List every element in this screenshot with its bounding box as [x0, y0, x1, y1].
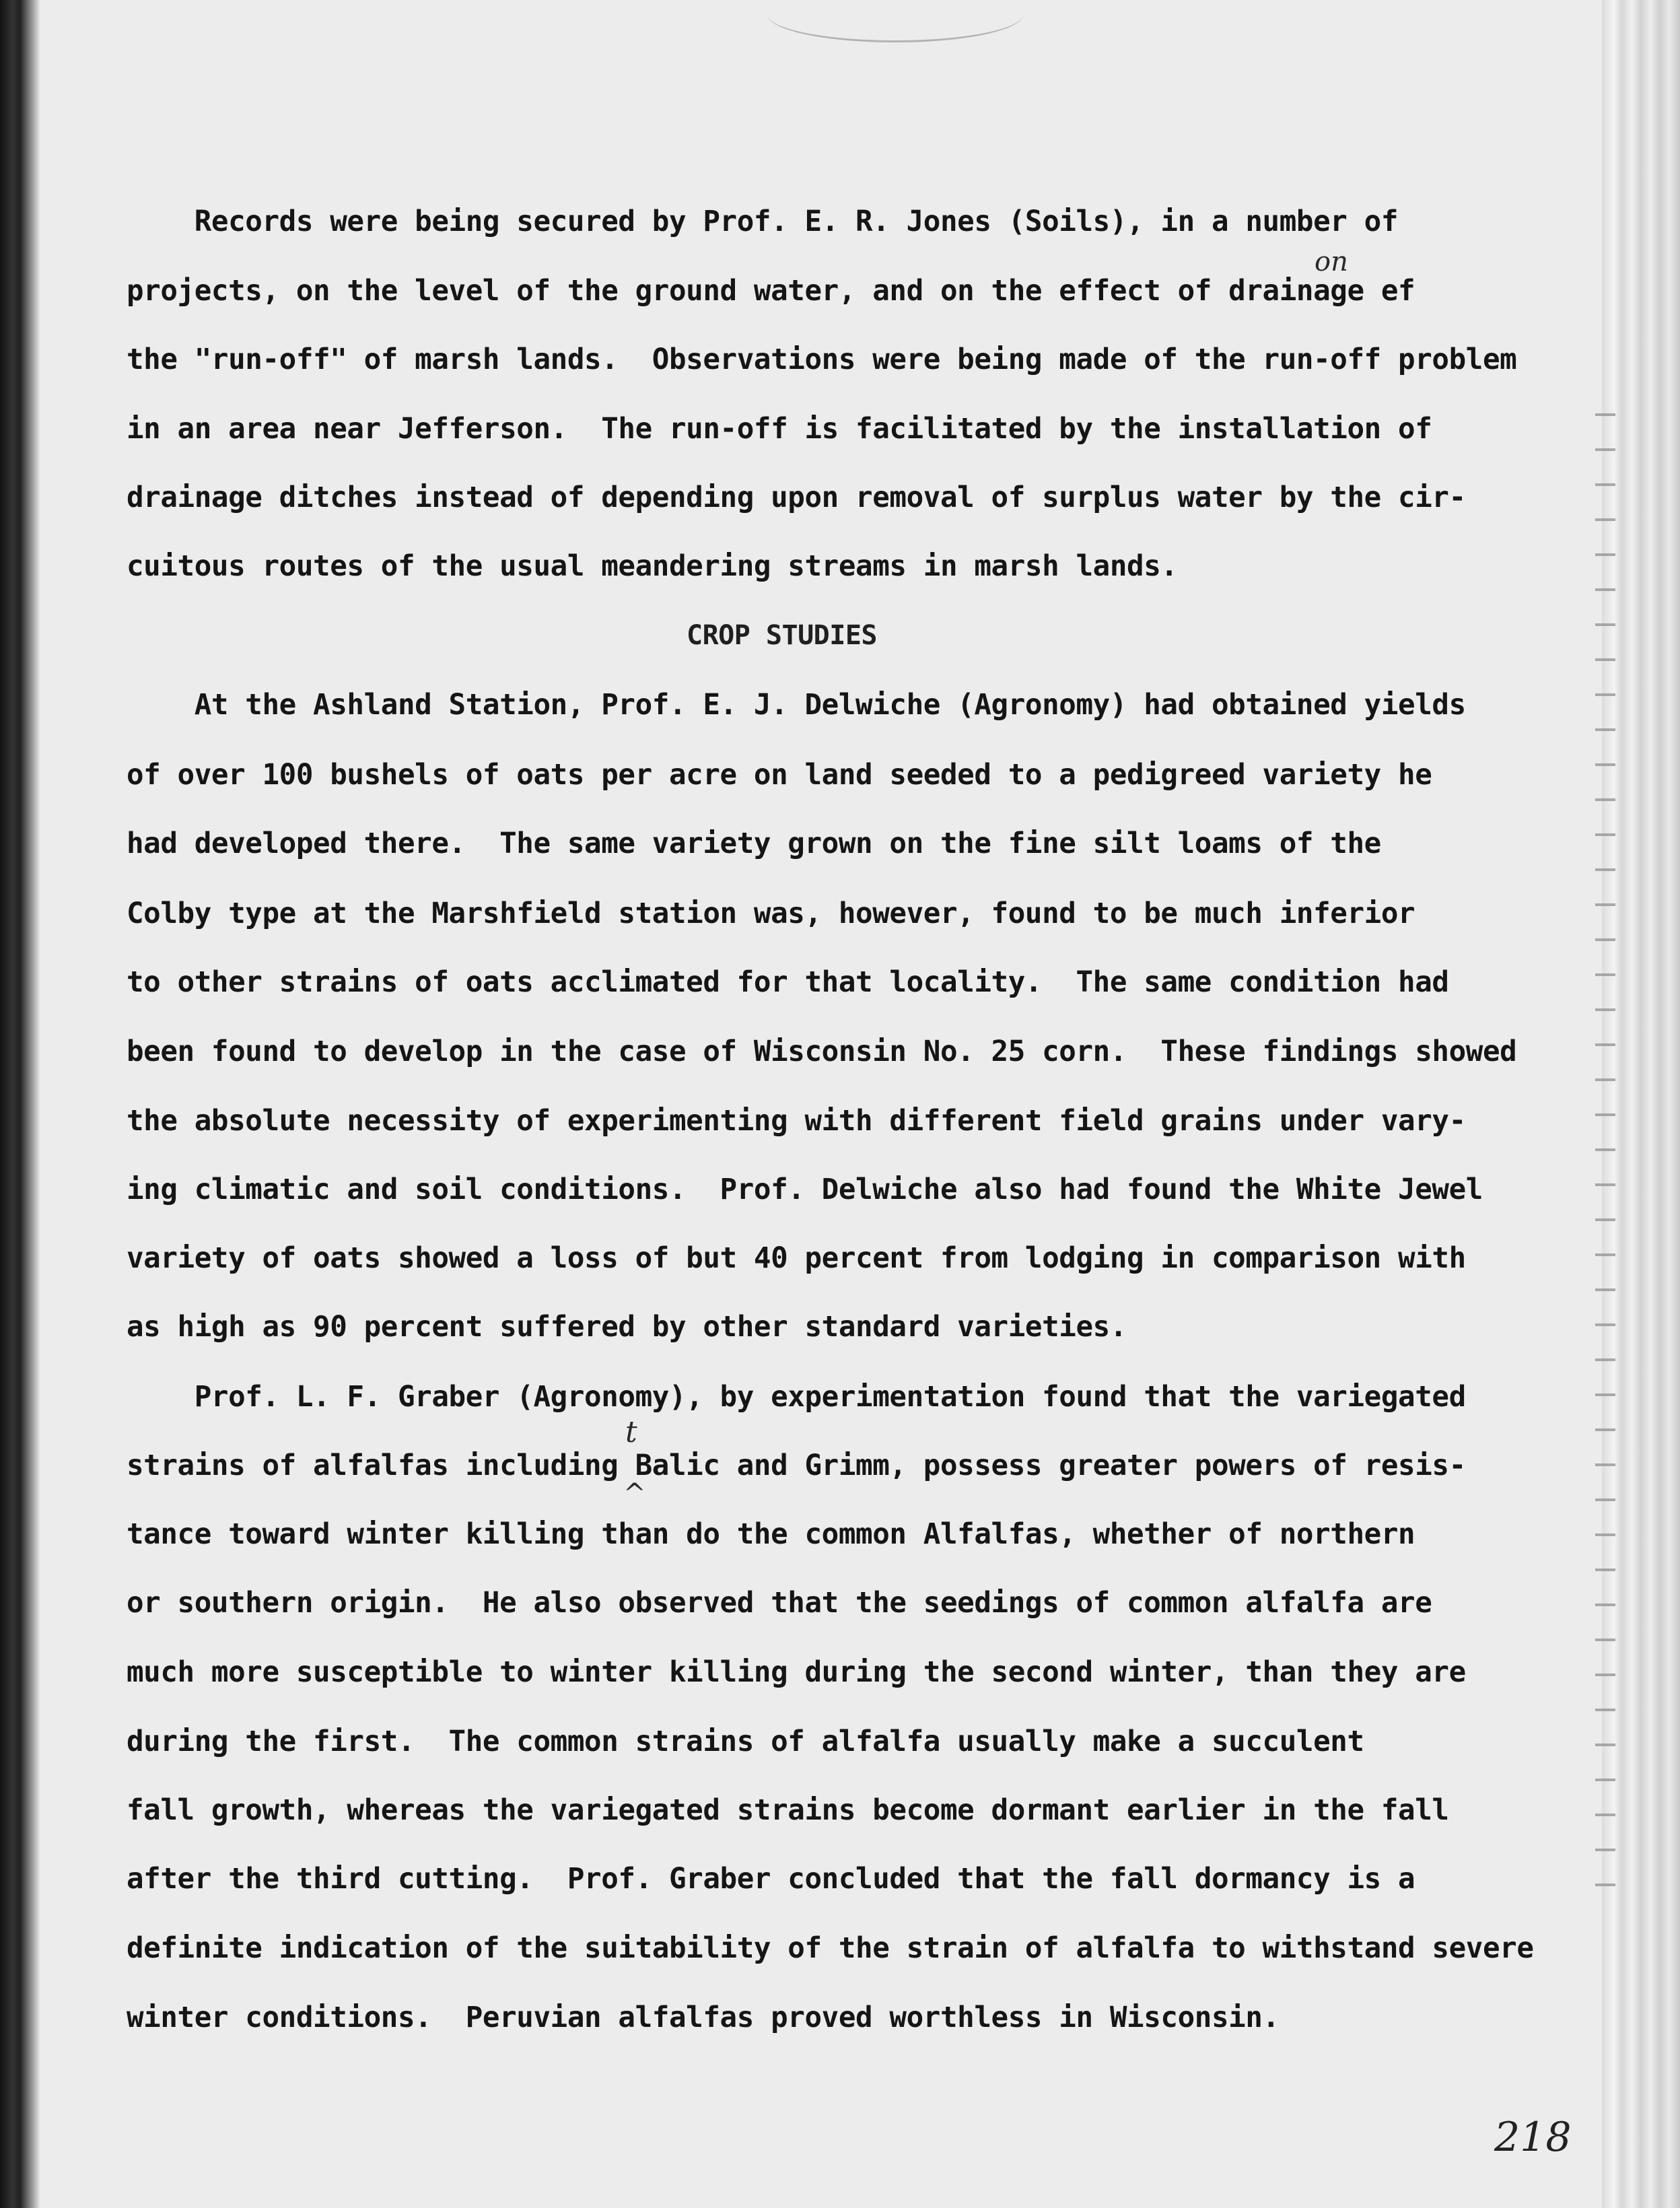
handwritten-correction: t [625, 1415, 637, 1449]
text-line: ing climatic and soil conditions. Prof. Delwiche also had found the White Jewel [127, 1173, 1483, 1206]
text-line: during the first. The common strains of alfalfa usually make a succulent [127, 1725, 1364, 1758]
text-line: cuitous routes of the usual meandering streams in marsh lands. [127, 550, 1178, 583]
text-line: tance toward winter killing than do the common Alfalfas, whether of northern [127, 1518, 1415, 1551]
text-line: after the third cutting. Prof. Graber concluded that the fall dormancy is a [127, 1863, 1415, 1896]
text-line: the "run-off" of marsh lands. Observations were being made of the run-off problem [127, 343, 1517, 376]
text-line: Colby type at the Marshfield station was, however, found to be much inferior [127, 897, 1415, 930]
text-line: variety of oats showed a loss of but 40 percent from lodging in comparison with [127, 1242, 1466, 1275]
text-line: of over 100 bushels of oats per acre on land seeded to a pedigreed variety he [127, 759, 1432, 792]
text-line: Records were being secured by Prof. E. R. Jones (Soils), in a number of [127, 205, 1399, 238]
text-line: the absolute necessity of experimenting with different field grains under vary- [127, 1105, 1466, 1138]
document-page [40, 0, 1602, 2208]
text-line: had developed there. The same variety grown on the fine silt loams of the [127, 827, 1381, 860]
text-line: to other strains of oats acclimated for that locality. The same condition had [127, 966, 1449, 999]
text-line: drainage ditches instead of depending upon removal of surplus water by the cir- [127, 481, 1466, 514]
section-heading: CROP STUDIES [687, 620, 877, 651]
handwritten-correction: on [1315, 246, 1348, 277]
text-line: or southern origin. He also observed that the seedings of common alfalfa are [127, 1587, 1432, 1620]
text-line: fall growth, whereas the variegated strains become dormant earlier in the fall [127, 1794, 1449, 1827]
text-line: definite indication of the suitability of the strain of alfalfa to withstand severe [127, 1932, 1534, 1965]
text-line: much more susceptible to winter killing during the second winter, than they are [127, 1656, 1466, 1689]
scan-left-border [0, 0, 40, 2208]
text-line: projects, on the level of the ground water, and on the effect of drainage ef [127, 275, 1415, 308]
text-line: as high as 90 percent suffered by other standard varieties. [127, 1311, 1127, 1344]
document-body [127, 0, 1534, 2034]
text-line: strains of alfalfas including Balic and Grimm, possess greater powers of resis- [127, 1449, 1466, 1482]
text-line: winter conditions. Peruvian alfalfas proved worthless in Wisconsin. [127, 2001, 1280, 2034]
text-line: been found to develop in the case of Wisconsin No. 25 corn. These findings showed [127, 1035, 1517, 1068]
handwritten-caret: ^ [623, 1478, 646, 1509]
text-line: At the Ashland Station, Prof. E. J. Delwiche (Agronomy) had obtained yields [127, 689, 1466, 722]
text-line: in an area near Jefferson. The run-off is facilitated by the installation of [127, 413, 1432, 446]
page-number: 218 [1494, 2114, 1572, 2161]
bleed-through-marks [1595, 397, 1615, 1919]
text-line: Prof. L. F. Graber (Agronomy), by experimentation found that the variegated [127, 1381, 1466, 1414]
